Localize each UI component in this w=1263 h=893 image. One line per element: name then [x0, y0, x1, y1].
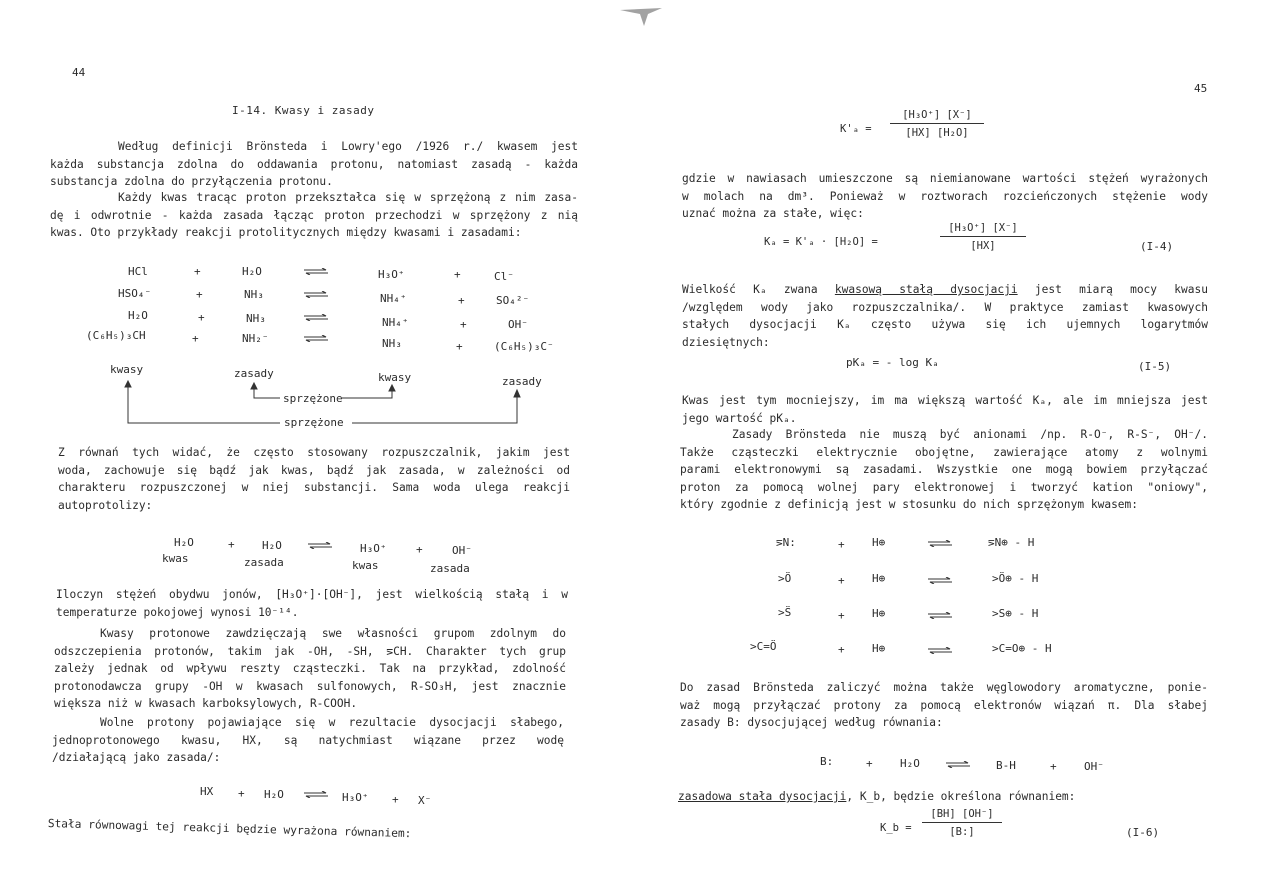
left-page: 44 I-14. Kwasy i zasady Według definicji Brönsteda i Lowry'ego /1926 r./ kwasem jest każda substancja zdolna do oddawania protonu, natomiast zasadą - każda substancja zdolna do przyłączenia protonu. Każdy kwas tracąc proton przekształca się w sprzężoną z nim zasa- dę i odwrotnie - każda zasada łącząc proton przechodzi w sprzężony z nią kwas. Oto przykłady reakcji protolitycznych między kwasami i zasadami: HCl + H₂O H₃O⁺ + Cl⁻ HSO₄⁻ + NH₃ NH₄⁺ + SO₄²⁻ H₂O + NH₃ NH₄⁺ + OH⁻ (C₆H₅)₃CH + NH₂⁻ NH₃ + (C₆H₅)₃C⁻ kwasy zasady kwasy zasady sprzężone sprzężone Z równań tych widać, że często stosowany rozpuszczalnik, jakim jest woda, zachowuje się bądź jak kwas, bądź jak zasada, w zależności od charakteru rozpuszczonej w niej substancji. Sama woda ulega reakcji autoprotolizy: H₂O + H₂O H₃O⁺ + OH⁻ kwas zasada kwas zasada Iloczyn stężeń obydwu jonów, [H₃O⁺]·[OH⁻], jest wielkością stałą i w temperaturze pokojowej wynosi 10⁻¹⁴. Kwasy protonowe zawdzięczają swe własności grupom zdolnym do odszczepienia protonów, takim jak -OH, -SH, ⋝CH. Charakter tych grup zależy jednak od wpływu reszty cząsteczki. Tak na przykład, zdolność protonodawcza grupy -OH w kwasach sulfonowych, R-SO₃H, jest znacznie większa niż w kwasach karboksylowych, R-COOH. Wolne protony pojawiające się w rezultacie dysocjacji słabego, jednoprotonowego kwasu, HX, są natychmiast wiązane przez wodę /działającą jako zasada/: HX + H₂O H₃O⁺ + X⁻ Stała równowagi tej reakcji będzie wyrażona równaniem: [0, 0, 631, 893]
paragraph-water: Z równań tych widać, że często stosowany rozpuszczalnik, jakim jest woda, zachowuje się bądź jak kwas, bądź jak zasada, w zależności od charakteru rozpuszczonej w niej substancji. Sama woda ulega reakcji autoprotolizy: [58, 446, 570, 512]
section-title: I-14. Kwasy i zasady [232, 104, 375, 117]
equilibrium-arrow [946, 761, 970, 768]
equilibrium-arrow [308, 542, 332, 549]
paragraph-proton-acids: Kwasy protonowe zawdzięczają swe własności grupom zdolnym do odszczepienia protonów, takim jak -OH, -SH, ⋝CH. Charakter tych grup zależy jednak od wpływu reszty cząsteczki. Tak na przykład, zdolność protonodawcza grupy -OH w kwasach sulfonowych, R-SO₃H, jest znacznie większa niż w kwasach karboksylowych, R-COOH. [54, 627, 566, 710]
equilibrium-arrow [928, 647, 952, 654]
equation-tag: (I-6) [1126, 826, 1160, 839]
label-bases: zasady [502, 375, 542, 388]
page-number-left: 44 [72, 66, 86, 79]
paragraph-ion-product: Iloczyn stężeń obydwu jonów, [H₃O⁺]·[OH⁻], jest wielkością stałą i w temperaturze pokojowej wynosi 10⁻¹⁴. [56, 588, 568, 619]
equilibrium-arrow [304, 791, 328, 798]
paragraph-bronsted-bases: Zasady Brönsteda nie muszą być anionami /np. R-O⁻, R-S⁻, OH⁻/. Także cząsteczki elektrycznie obojętne, zawierające atomy z wolnymi parami elektronowymi są zasadami. Wszystkie one mogą bowiem przyłączać proton za pomocą wolnej pary elektronowej i tworzyć kation "oniowy", który zgodnie z definicją jest w stosunku do nich sprzężonym kwasem: [680, 428, 1208, 511]
paragraph-concentrations: gdzie w nawiasach umieszczone są niemianowane wartości stężeń wyrażonych w molach na dm³. Ponieważ w roztworach rozcieńczonych stężenie wody uznać można za stałe, więc: [682, 172, 1208, 220]
label-conjugate: sprzężone [283, 392, 343, 405]
paragraph-equilibrium-constant: Stała równowagi tej reakcji będzie wyrażona równaniem: [47, 817, 412, 841]
term-acid-dissociation-constant: kwasową stałą dysocjacji [834, 283, 1018, 296]
equation-tag: (I-5) [1138, 360, 1172, 373]
label-conjugate: sprzężone [284, 416, 344, 429]
page-number-right: 45 [1194, 82, 1208, 95]
equilibrium-arrow [928, 540, 952, 547]
paragraph-definition: Według definicji Brönsteda i Lowry'ego /1926 r./ kwasem jest każda substancja zdolna do oddawania protonu, natomiast zasadą - każda substancja zdolna do przyłączenia protonu. [50, 140, 578, 188]
equilibrium-arrow [928, 612, 952, 619]
label-acids: kwasy [378, 371, 412, 384]
paragraph-free-protons: Wolne protony pojawiające się w rezultacie dysocjacji słabego, jednoprotonowego kwasu, HX, są natychmiast wiązane przez wodę /działającą jako zasada/: [52, 716, 564, 764]
label-acids: kwasy [110, 363, 144, 376]
label-bases: zasady [234, 367, 274, 380]
paragraph-acid-constant: Wielkość Kₐ zwana kwasową stałą dysocjacji jest miarą mocy kwasu /względem wody jako rozpuszczalnika/. W praktyce zamiast kwasowych stałych dysocjacji Kₐ często używa się ich ujemnych logarytmów dziesiętnych: [682, 283, 1208, 349]
paragraph-base-constant: zasadowa stała dysocjacji, K_b, będzie określona równaniem: [678, 790, 1076, 803]
paragraph-stronger-acid: Kwas jest tym mocniejszy, im ma większą wartość Kₐ, ale im mniejsza jest jego wartość pKₐ. [682, 394, 1208, 425]
equilibrium-arrow [928, 577, 952, 584]
term-base-dissociation-constant: zasadowa stała dysocjacji [678, 790, 847, 803]
paragraph-aromatic-bases: Do zasad Brönsteda zaliczyć można także węglowodory aromatyczne, ponie- waż mogą przyłączać protony za pomocą elektronów wiązań π. Dla słabej zasady B: dysocjującej według równania: [680, 681, 1208, 729]
paragraph-conjugate: Każdy kwas tracąc proton przekształca się w sprzężoną z nim zasa- dę i odwrotnie - każda zasada łącząc proton przechodzi w sprzężony z nią kwas. Oto przykłady reakcji protolitycznych między kwasami i zasadami: [50, 191, 578, 239]
right-page: 45 K'ₐ = $\frac{\text{[H₃O⁺] [X⁻]}}{\text{[HX] [H₂O]}}$ gdzie w nawiasach umieszczone są niemianowane wartości stężeń wyrażonych w molach na dm³. Ponieważ w roztworach rozcieńczonych stężenie wody uznać można za stałe, więc: Kₐ = K'ₐ · [H₂O] = $\frac{\text{[H₃O⁺] [X⁻]}}{[HX]}$ (I-4) Wielkość Kₐ zwana kwasową stałą dysocjacji jest miarą mocy kwasu /względem wody jako rozpuszczalnika/. W praktyce zamiast kwasowych stałych dysocjacji Kₐ często używa się ich ujemnych logarytmów dziesiętnych: pKₐ = - log Kₐ (I-5) Kwas jest tym mocniejszy, im ma większą wartość Kₐ, ale im mniejsza jest jego wartość pKₐ. Zasady Brönsteda nie muszą być anionami /np. R-O⁻, R-S⁻, OH⁻/. Także cząsteczki elektrycznie obojętne, zawierające atomy z wolnymi parami elektronowymi są zasadami. Wszystkie one mogą bowiem przyłączać proton za pomocą wolnej pary elektronowej i tworzyć kation "oniowy", który zgodnie z definicją jest w stosunku do nich sprzężonym kwasem: ⋝N: + H⊕ ⋝N⊕ - H >Ö + H⊕ >Ö⊕ - H >S̈ + H⊕ >S⊕ - H >C=Ö + H⊕ >C=O⊕ - H Do zasad Brönsteda zaliczyć można także węglowodory aromatyczne, ponie- waż mogą przyłączać protony za pomocą elektronów wiązań π. Dla słabej zasady B: dysocjującej według równania: B: + H₂O B-H + OH⁻ zasadowa stała dysocjacji, K_b, będzie określona równaniem: K_b = $\frac{[BH] [OH^-]}{[B:]}$ (I-6) [678, 82, 1208, 839]
equation-tag: (I-4) [1140, 240, 1174, 253]
